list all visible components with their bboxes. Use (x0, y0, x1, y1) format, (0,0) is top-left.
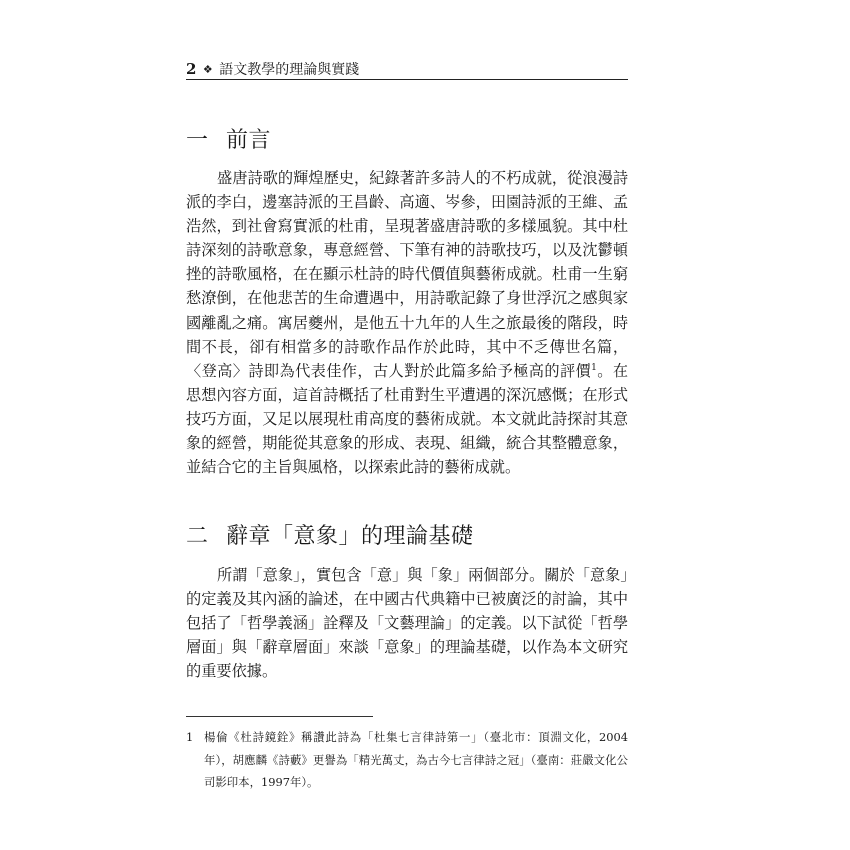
section-title: 辭章「意象」的理論基礎 (226, 524, 474, 549)
footnote-number: 1 (186, 730, 194, 744)
section-heading-2 (186, 523, 628, 551)
page-number: 2 (186, 60, 197, 78)
footnote-rule (186, 716, 373, 717)
section-heading-1 (186, 127, 628, 155)
footnote-reference: 1 (591, 362, 597, 373)
paragraph-text: 盛唐詩歌的輝煌歷史，紀錄著許多詩人的不朽成就，從浪漫詩派的李白，邊塞詩派的王昌齡、高適、岑參，田園詩派的王維、孟浩然，到社會寫實派的杜甫，呈現著盛唐詩歌的多樣風貌。其中杜詩深刻的詩歌意象，專意經營、下筆有神的詩歌技巧，以及沈鬱頓挫的詩歌風格，在在顯示杜詩的時代價值與藝術成就。杜甫一生窮愁潦倒，在他悲苦的生命遭遇中，用詩歌記錄了身世浮沉之感與家國離亂之痛。寓居夔州，是他五十九年的人生之旅最後的階段，時間不長，卻有相當多的詩歌作品作於此時，其中不乏傳世名篇，〈登高〉詩即為代表佳作，古人對於此篇多給予極高的評價 (186, 169, 628, 380)
footnote (186, 726, 628, 794)
section-title: 前言 (226, 128, 272, 153)
section-1-paragraph (186, 166, 628, 479)
section-number: 一 (186, 128, 209, 153)
header-rule (186, 79, 628, 80)
running-header (186, 60, 628, 78)
diamond-ornament-icon: ❖ (202, 63, 213, 76)
section-2-paragraph: 所謂「意象」，實包含「意」與「象」兩個部分。關於「意象」的定義及其內涵的論述，在中國古代典籍中已被廣泛的討論，其中包括了「哲學義涵」詮釋及「文藝理論」的定義。以下試從「哲學層面」與「辭章層面」來談「意象」的理論基礎，以作為本文研究的重要依據。 (186, 566, 628, 681)
section-number: 二 (186, 524, 209, 549)
book-title: 語文教學的理論與實踐 (219, 62, 360, 78)
paragraph-text-continued: 。在思想內容方面，這首詩概括了杜甫對生平遭遇的深沉感慨；在形式技巧方面，又足以展現杜甫高度的藝術成就。本文就此詩探討其意象的經營，期能從其意象的形成、表現、組織，統合其整體意象，並結合它的主旨與風格，以探索此詩的藝術成就。 (186, 361, 629, 477)
footnote-text: 楊倫《杜詩鏡銓》稱讚此詩為「杜集七言律詩第一」（臺北市：頂淵文化，2004年），胡應麟《詩藪》更譽為「精光萬丈，為古今七言律詩之冠」（臺南：莊嚴文化公司影印本，1997年）。 (204, 730, 628, 789)
